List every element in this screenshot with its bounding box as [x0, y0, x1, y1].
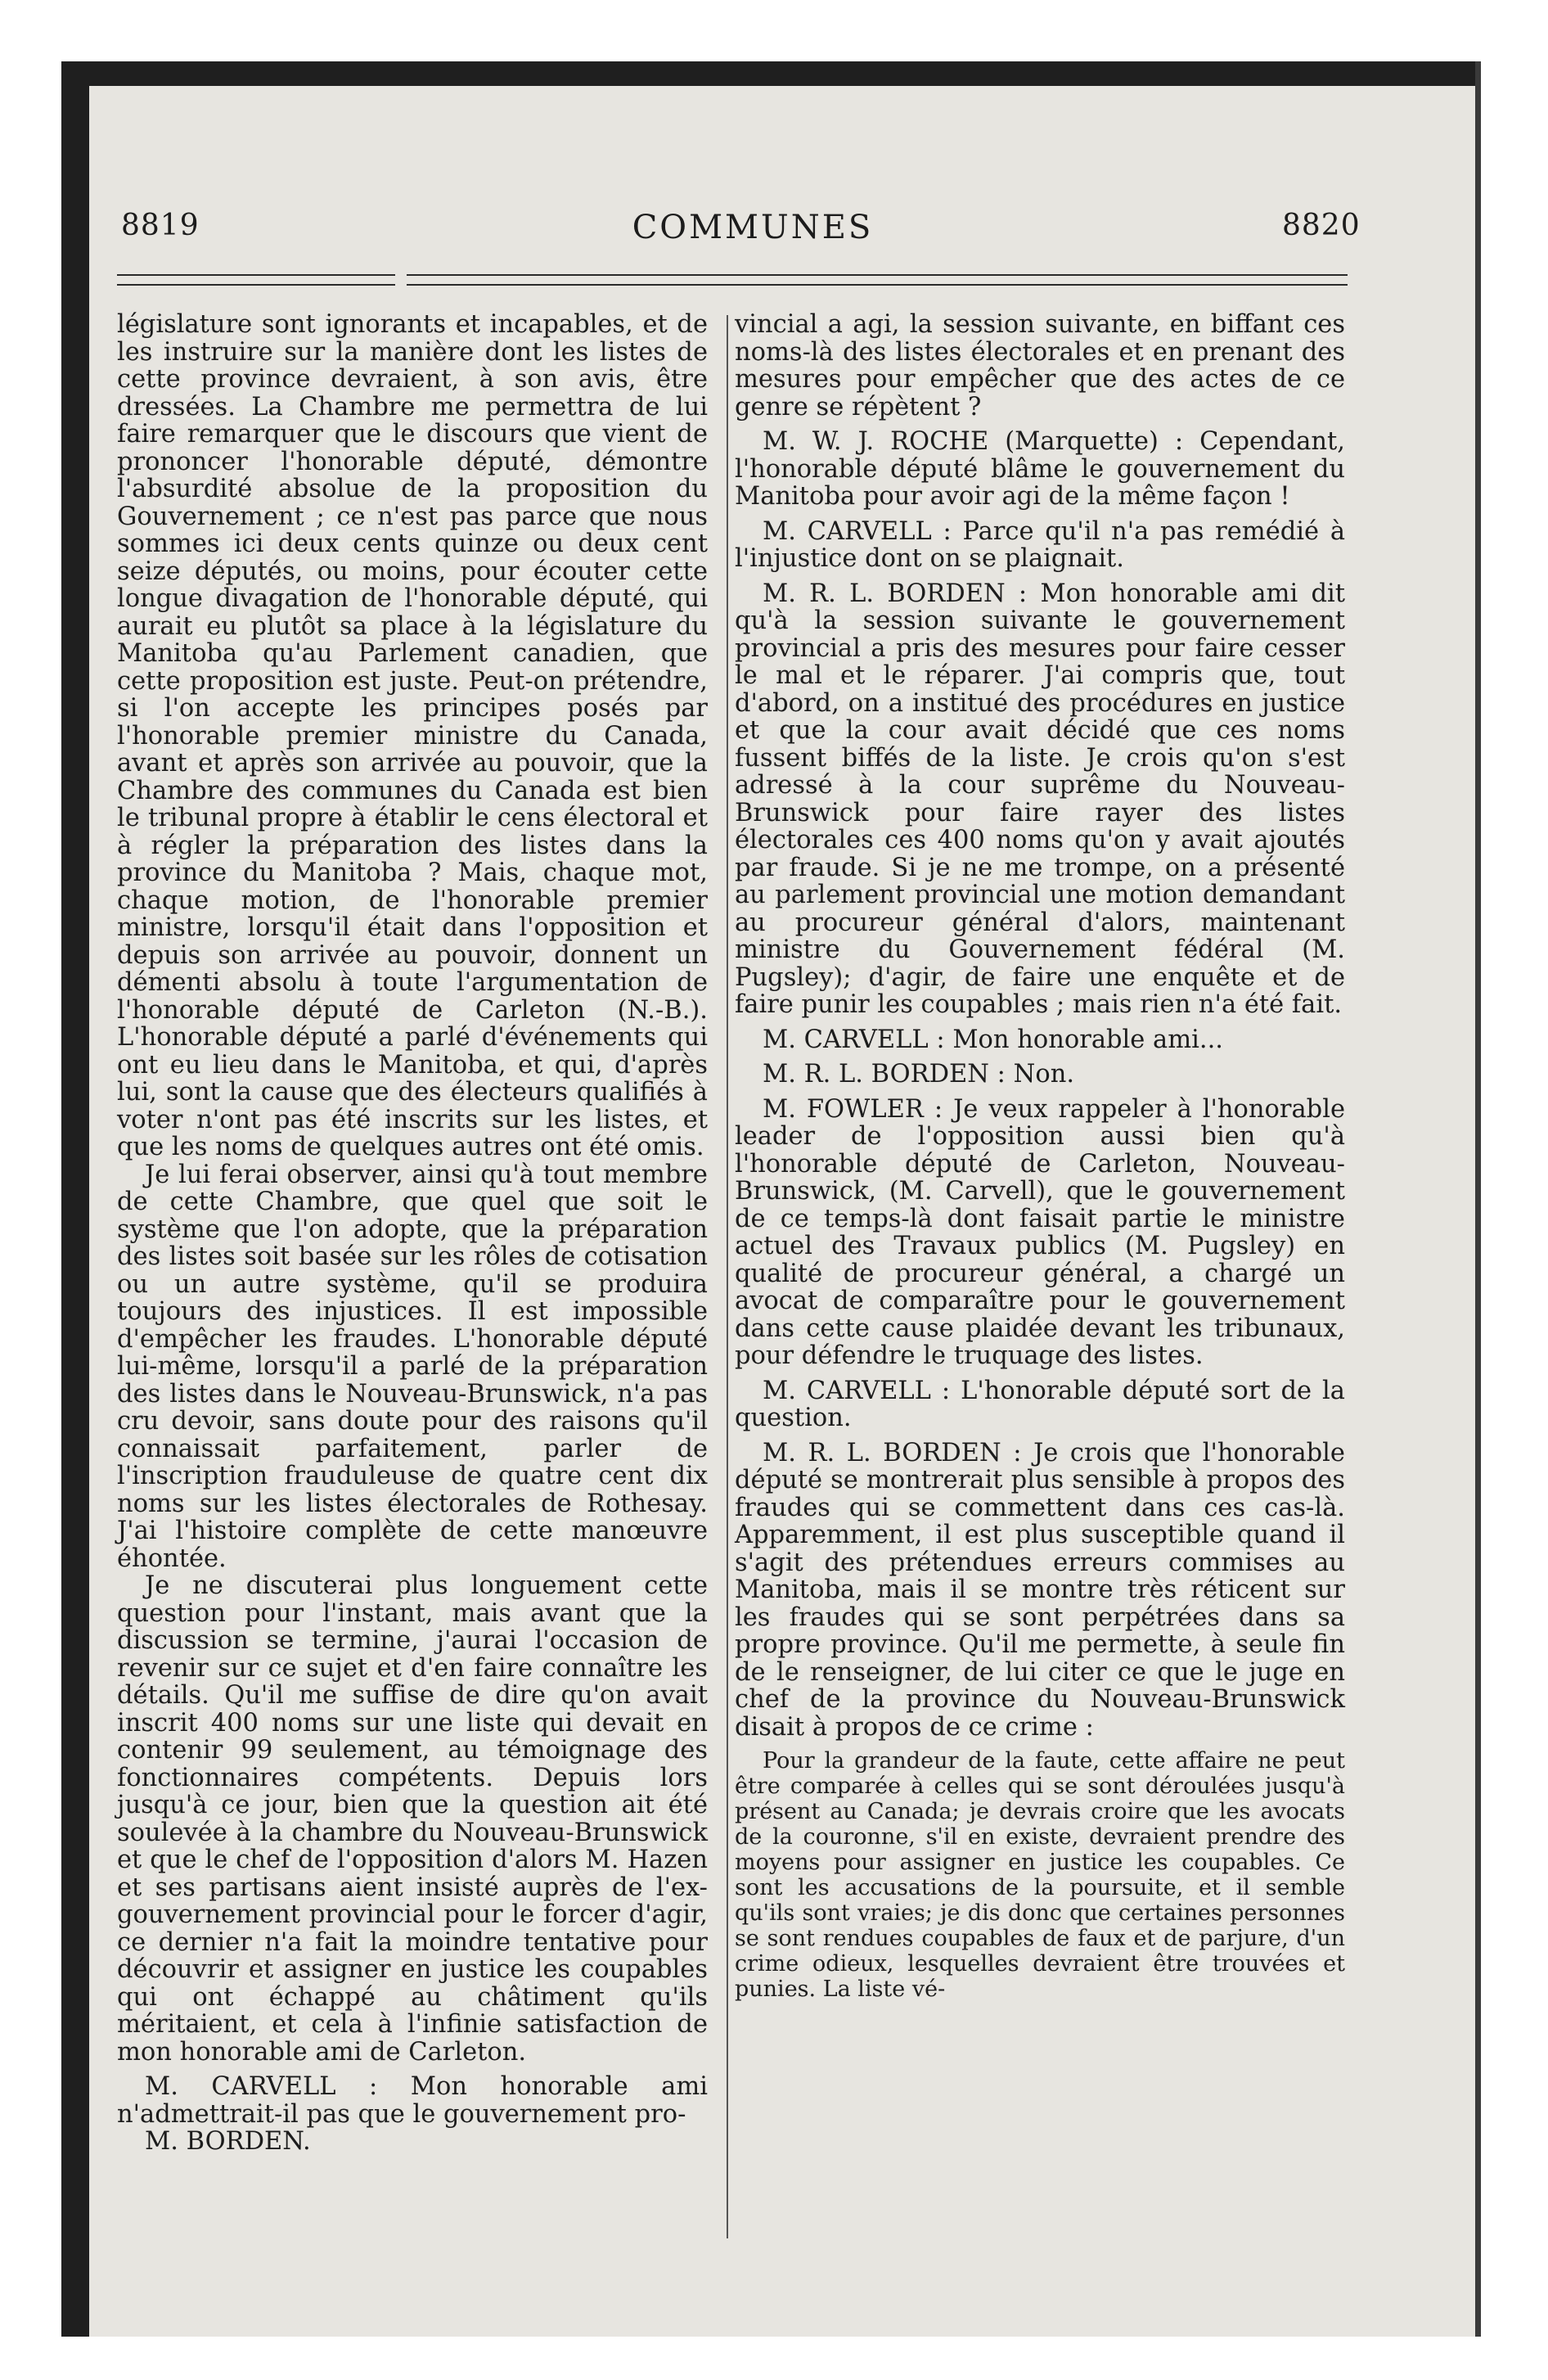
speaker-paragraph: M. CARVELL : L'honorable député sort de la question.: [735, 1376, 1345, 1432]
scan-border-right: [1475, 61, 1481, 2337]
left-column: [117, 311, 708, 2156]
page-footer-name: M. BORDEN.: [145, 2127, 311, 2156]
paragraph: vincial a agi, la session suivante, en biffant ces noms-là des listes électorales et en prenant des mesures pour empêcher que des actes de ce genre se répètent ?: [735, 310, 1345, 421]
paragraph: Je lui ferai observer, ainsi qu'à tout membre de cette Chambre, que quel que soit le système que l'on adopte, que la préparation des listes soit basée sur les rôles de cotisation ou un autre système, qu'il se produira toujours des injustices. Il est impossible d'empêcher les fraudes. L'honorable député lui-même, lorsqu'il a parlé de la préparation des listes dans le Nouveau-Brunswick, n'a pas cru devoir, sans doute pour des raisons qu'il connaissait parfaitement, parler de l'inscription frauduleuse de quatre cent dix noms sur les listes électorales de Rothesay. J'ai l'histoire complète de cette manœuvre éhontée.: [117, 1160, 708, 1573]
speaker-paragraph: M. CARVELL : Parce qu'il n'a pas remédié à l'injustice dont on se plaignait.: [735, 516, 1345, 573]
scan-border-top: [61, 61, 1481, 86]
speaker-paragraph: M. W. J. ROCHE (Marquette) : Cependant, l'honorable député blâme le gouvernement du Manitoba pour avoir agi de la même façon !: [735, 427, 1345, 511]
page-number-left: 8819: [121, 209, 200, 242]
scan-border-left: [61, 61, 89, 2337]
speaker-paragraph: M. R. L. BORDEN : Mon honorable ami dit qu'à la session suivante le gouvernement provincial a pris des mesures pour faire cesser le mal et le réparer. J'ai compris que, tout d'abord, on a institué des procédures en justice et que la cour avait décidé que ces noms fussent biffés de la liste. Je crois qu'on s'est adressé à la cour suprême du Nouveau-Brunswick pour faire rayer des listes électorales ces 400 noms qu'on y avait ajoutés par fraude. Si je ne me trompe, on a présenté au parlement provincial une motion demandant au procureur général d'alors, maintenant ministre du Gouvernement fédéral (M. Pugsley); d'agir, de faire une enquête et de faire punir les coupables ; mais rien n'a été fait.: [735, 579, 1345, 1019]
column-divider: [727, 315, 728, 2238]
page-number-right: 8820: [1282, 209, 1361, 242]
paragraph: Je ne discuterai plus longuement cette question pour l'instant, mais avant que la discussion se termine, j'aurai l'occasion de revenir sur ce sujet et d'en faire connaître les détails. Qu'il me suffise de dire qu'on avait inscrit 400 noms sur une liste qui devait en contenir 99 seulement, au témoignage des fonctionnaires compétents. Depuis lors jusqu'à ce jour, bien que la question ait été soulevée à la chambre du Nouveau-Brunswick et que le chef de l'opposition d'alors M. Hazen et ses partisans aient insisté auprès de l'ex-gouvernement provincial pour le forcer d'agir, ce dernier n'a fait la moindre tentative pour découvrir et assigner en justice les coupables qui ont échappé au châtiment qu'ils méritaient, et cela à l'infinie satisfaction de mon honorable ami de Carleton.: [117, 1571, 708, 2067]
quoted-passage: Pour la grandeur de la faute, cette affaire ne peut être comparée à celles qui se sont déroulées jusqu'à présent au Canada; je devrais croire que les avocats de la couronne, s'il en existe, devraient prendre des moyens pour assigner en justice les coupables. Ce sont les accusations de la poursuite, et il semble qu'ils sont vraies; je dis donc que certaines personnes se sont rendues coupables de faux et de parjure, d'un crime odieux, lesquelles devraient être trouvées et punies. La liste vé-: [735, 1748, 1345, 2002]
header-rule: [407, 274, 1348, 276]
header-rule: [117, 284, 395, 286]
right-column: [735, 311, 1345, 2002]
header-rule: [117, 274, 395, 276]
speaker-paragraph: M. R. L. BORDEN : Je crois que l'honorable député se montrerait plus sensible à propos des fraudes qui se commettent dans ces cas-là. Apparemment, il est plus susceptible quand il s'agit des prétendues erreurs commises au Manitoba, mais il se montre très réticent sur les fraudes qui se sont perpétrées dans sa propre province. Qu'il me permette, à seule fin de le renseigner, de lui citer ce que le juge en chef de la province du Nouveau-Brunswick disait à propos de ce crime :: [735, 1438, 1345, 1742]
paragraph: législature sont ignorants et incapables, et de les instruire sur la manière dont les listes de cette province devraient, à son avis, être dressées. La Chambre me permettra de lui faire remarquer que le discours que vient de prononcer l'honorable député, démontre l'absurdité absolue de la proposition du Gouvernement ; ce n'est pas parce que nous sommes ici deux cents quinze ou deux cent seize députés, ou moins, pour écouter cette longue divagation de l'honorable député, qui aurait eu plutôt sa place à la législature du Manitoba qu'au Parlement canadien, que cette proposition est juste. Peut-on prétendre, si l'on accepte les principes posés par l'honorable premier ministre du Canada, avant et après son arrivée au pouvoir, que la Chambre des communes du Canada est bien le tribunal propre à établir le cens électoral et à régler la préparation des listes dans la province du Manitoba ? Mais, chaque mot, chaque motion, de l'honorable premier ministre, lorsqu'il était dans l'opposition et depuis son arrivée au pouvoir, donnent un démenti absolu à toute l'argumentation de l'honorable député de Carleton (N.-B.). L'honorable député a parlé d'événements qui ont eu lieu dans le Manitoba, et qui, d'après lui, sont la cause que des électeurs qualifiés à voter n'ont pas été inscrits sur les listes, et que les noms de quelques autres ont été omis.: [117, 310, 708, 1161]
speaker-paragraph: M. CARVELL : Mon honorable ami n'admettrait-il pas que le gouvernement pro-: [117, 2072, 708, 2129]
speaker-paragraph: M. CARVELL : Mon honorable ami...: [763, 1025, 1223, 1054]
header-rule: [407, 284, 1348, 286]
speaker-paragraph: M. FOWLER : Je veux rappeler à l'honorable leader de l'opposition aussi bien qu'à l'honorable député de Carleton, Nouveau-Brunswick, (M. Carvell), que le gouvernement de ce temps-là dont faisait partie le ministre actuel des Travaux publics (M. Pugsley) en qualité de procureur général, a chargé un avocat de comparaître pour le gouvernement dans cette cause plaidée devant les tribunaux, pour défendre le truquage des listes.: [735, 1094, 1345, 1370]
speaker-paragraph: M. R. L. BORDEN : Non.: [763, 1060, 1075, 1089]
running-head-title: COMMUNES: [632, 209, 874, 246]
